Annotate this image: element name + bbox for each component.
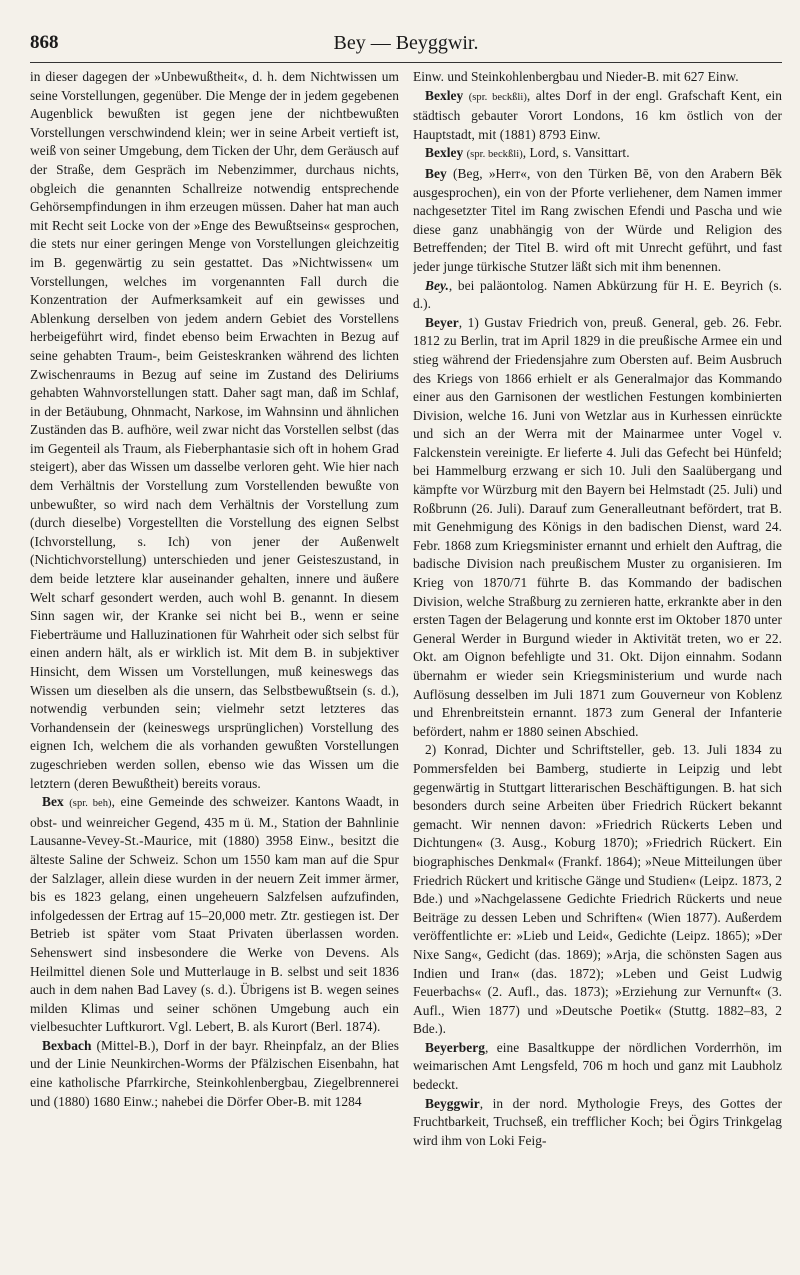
headword: Beyer: [425, 314, 459, 330]
headword: Bexley: [425, 145, 464, 161]
headword: Bey.: [425, 277, 449, 293]
entry-beyerberg: [413, 1039, 782, 1095]
entry-bexbach: [30, 1037, 399, 1111]
entry-bey-abbreviation: [413, 277, 782, 314]
entry-text: , eine Gemeinde des schweizer. Kantons Waadt, in obst- und weinreicher Gegend, 435 m ü. M., Station der Bahnlinie Lausanne-Vevey-St.-Maurice, mit (1880) 3958 Einw., besitzt die älteste Saline der Schweiz. Schon um 1550 kam man auf die Spur der Salzlager, allein diese wurden in der neuern Zeit immer ärmer, bis es 1823 gelang, einen ungeheuern Salzfelsen aufzufinden, infolgedessen der Ertrag auf 15–20,000 metr. Ztr. gestiegen ist. Der Betrieb ist später vom Staat Privaten überlassen worden. Sehenswert sind insbesondere die Werke von Devens. Als Heilmittel dienen Sole und Mutterlauge in B. selbst und seit 1836 auch in dem nahen Bad Lavey (s. d.). Übrigens ist B. wegen seines milden Klimas und seiner schönen Umgebung auch ein vielbesuchter Luftkurort. Vgl. Lebert, B. als Kurort (Berl. 1874).: [30, 794, 399, 1035]
entry-text: , 1) Gustav Friedrich von, preuß. General, geb. 26. Febr. 1812 zu Berlin, trat im April 1829 in die preußische Armee ein und stieg während der Friedensjahre zum Obersten auf. Beim Ausbruch des Kriegs von 1866 erhielt er als Generalmajor das Kommando einer aus den Garnisonen der westlichen Festungen kombinierten Division, welche 16. Juni von Wetzlar aus in Kurhessen einrückte und sich an der Werra mit der Mainarmee unter Vogel v. Falckenstein vereinigte. Er lieferte 4. Juli das Gefecht bei Hünfeld; bei Hammelburg erzwang er sich 10. Juli den Saalübergang und kämpfte vor Würzburg mit den Bayern bei Helmstadt (25. Juli) und Roßbrunn (26. Juli). Darauf zum Generalleutnant befördert, trat B. mit Genehmigung des Königs in den badischen Dienst, ward 24. Febr. 1868 zum Kriegsminister ernannt und erhielt den Auftrag, die badische Division nach preußischem Muster zu organisieren. Im Krieg von 1870/71 führte B. das Kommando der badischen Division, welche Straßburg zu zernieren hatte, erkrankte aber in den ersten Tagen der Belagerung und konnte erst im Oktober 1870 unter General Werder in Burgund wieder in Aktivität treten, wo er 22. Okt. am Oignon befehligte und 31. Okt. Dijon einnahm. Sodann übernahm er wieder sein Kriegsministerium und wurde nach Auflösung desselben im Juli 1871 zum Gouverneur von Koblenz und Ehrenbreitstein ernannt. 1873 zum General der Infanterie befördert, nahm er 1880 seinen Abschied.: [413, 314, 782, 739]
entry-text: , in der nord. Mythologie Freys, des Gottes der Fruchtbarkeit, Truchseß, ein trefflicher Koch; bei Ögirs Trinkgelag wird ihm von Loki Feig-: [413, 1095, 782, 1148]
page-number: 868: [30, 32, 59, 53]
left-column: [30, 68, 399, 1263]
headword: Beyerberg: [425, 1039, 485, 1055]
continued-entry-text: in dieser dagegen der »Unbewußtheit«, d. h. dem Nichtwissen um seine Vorstellungen, gegenüber. Die Menge der in jedem gegebenen Augenblick bewußten ist gegen jene der nichtbewußten Vorstellungen verschwindend klein; wer in seine Arbeit vertieft ist, weiß von seiner Umgebung, dem Ticken der Uhr, dem Geräusch auf der Straße, dem Gespräch im Nebenzimmer, durchaus nichts, obgleich die genannten Schallreize notwendig entsprechende Gehörsempfindungen in ihm erzeugen müssen. Daher hat man auch mit Recht seit Locke von der »Enge des Bewußtseins« gesprochen, die stets nur einer geringen Menge von Vorstellungen gleichzeitig im B. gegenwärtig zu sein gestattet. Das »Nichtwissen« um Vorstellungen, welches im vorgenannten Fall durch die Konzentration der Aufmerksamkeit auf ein gewisses und Ablenkung derselben von jedem andern Gebiet des Vorstellens herbeigeführt wird, findet ebenso beim Erwachten in Bezug auf seine gehabten Traum-, beim Geisteskranken während des lichten Zwischenraums in Bezug auf seine im Zustand des Deliriums gehabten Wahnvorstellungen statt. Daher sagt man, daß im Schlaf, in der Betäubung, Ohnmacht, Narkose, im Wahnsinn und ähnlichen Zuständen das B. aufhöre, weil zwar nicht das Vorstellen selbst (das im Gegenteil als Traum, als Fieberphantasie sich oft in hohem Grad steigert), aber das Wissen um dasselbe verloren geht. Wie hier nach dem Verhältnis der Vorstellung zum Vorstellenden bewußte von unbewußter, so wird nach dem Verhältnis der Vorstellung zum (durch dieselbe) Vorgestellten die Vorstellung des eignen Selbst (Ichvorstellung, s. Ich) von jener der Außenwelt (Nichtichvorstellung) unterschieden und jener Geisteszustand, in dem beide letztere klar auseinander gehalten, innere und äußere Welt scharf gesondert werden, auch wohl B. genannt. In diesem Sinn sagen wir, der Kranke sei nicht bei B., wenn er seine Fieberträume und Halluzinationen für Wahrheit oder sich selbst für einen andern hält, als er wirklich ist. Mit dem B. in subjektiver Hinsicht, dem Wissen um Vorstellungen, muß keineswegs das Wissen um dieselben als die unsern, das Selbstbewußtsein (s. d.), notwendig verbunden sein; vielmehr setzt letzteres das Vorhandensein der (keineswegs ursprünglichen) Vorstellung des eignen Ich, welchem die als vorhanden gewußten Vorstellungen zugeschrieben werden sollen, ebenso wie das Wissen um die letztern (deren Bewußtheit) bereits voraus.: [30, 69, 399, 791]
page-header: [30, 32, 782, 63]
pronunciation: (spr. beckßli): [466, 149, 523, 161]
entry-text: , eine Basaltkuppe der nördlichen Vorderrhön, im weimarischen Amt Lengsfeld, 706 m hoch und ganz mit Laubholz bedeckt.: [413, 1039, 782, 1093]
entry-bexley: [413, 87, 782, 145]
entry-beyer-sub2: 2) Konrad, Dichter und Schriftsteller, geb. 13. Juli 1834 zu Pommersfelden bei Bamberg, studierte in Leipzig und lebt gegenwärtig in Stuttgart litterarischen Beschäftigungen. B. hat sich besonders durch seine Arbeiten über Friedrich Rückert bekannt gemacht. Wir nennen davon: »Friedrich Rückerts Leben und Dichtungen« (3. Ausg., Koburg 1870); »Friedrich Rückert. Ein biographisches Denkmal« (Frankf. 1864); »Neue Mitteilungen über Friedrich Rückert und kritische Gänge und Studien« (Leipz. 1873, 2 Bde.) und »Nachgelassene Gedichte Friedrich Rückerts und neue Beiträge zu dessen Leben und Schriften« (Wien 1877). Außerdem veröffentlichte er: »Lieb und Leid«, Gedichte (Leipz. 1865); »Der Nixe Sang«, Gedicht (das. 1869); »Arja, die schönsten Sagen aus Indien und Iran« (das. 1872); »Leben und Geist Ludwig Feuerbachs« (2. Aufl., das. 1873); »Erziehung zur Vernunft« (3. Aufl., Wien 1877) und »Deutsche Poetik« (Stuttg. 1882–83, 2 Bde.).: [413, 742, 782, 1037]
headword: Bex: [42, 794, 64, 810]
continued-entry-text: Einw. und Steinkohlenbergbau und Nieder-B. mit 627 Einw.: [413, 69, 739, 84]
entry-bexley-lord: [413, 144, 782, 165]
entry-bex: [30, 793, 399, 1037]
right-column: [413, 68, 782, 1263]
pronunciation: (spr. beh): [69, 798, 112, 810]
pronunciation: (spr. beckßli): [468, 91, 527, 103]
entry-beyggwir: [413, 1095, 782, 1151]
headword: Bexbach: [42, 1037, 92, 1053]
entry-bey: [413, 165, 782, 277]
headword: Bey: [425, 165, 447, 181]
entry-beyer: [413, 314, 782, 742]
entry-text: , Lord, s. Vansittart.: [522, 145, 630, 161]
entry-text: , bei paläontolog. Namen Abkürzung für H. E. Beyrich (s. d.).: [413, 277, 782, 312]
entry-text: (Mittel-B.), Dorf in der bayr. Rheinpfalz, an der Blies und der Linie Neunkirchen-Worms der Pfälzischen Eisenbahn, hat eine katholische Pfarrkirche, Steinkohlenbergbau, Ziegelbrennerei und (1880) 1680 Einw.; nahebei die Dörfer Ober-B. mit 1284: [30, 1037, 399, 1109]
headword: Beyggwir: [425, 1095, 480, 1111]
text-columns: [30, 68, 782, 1263]
headword: Bexley: [425, 87, 464, 103]
entry-text: (Beg, »Herr«, von den Türken Bē, von den Arabern Bēk ausgesprochen), ein von der Pforte verliehener, dem Namen immer nachgesetzter Titel im Rang zwischen Efendi und Pascha und wie diese ganz unabhängig von der Würde und Religion des Betreffenden; der Titel B. wird oft mit Unrecht geführt, und fast jeder junge türkische Stutzer läßt sich mit ihm benennen.: [413, 165, 782, 274]
entry-text: , altes Dorf in der engl. Grafschaft Kent, ein städtisch gebauter Vorort Londons, 16 km östlich von der Hauptstadt, mit (1881) 8793 Einw.: [413, 87, 782, 142]
running-head: Bey — Beyggwir.: [333, 32, 479, 54]
